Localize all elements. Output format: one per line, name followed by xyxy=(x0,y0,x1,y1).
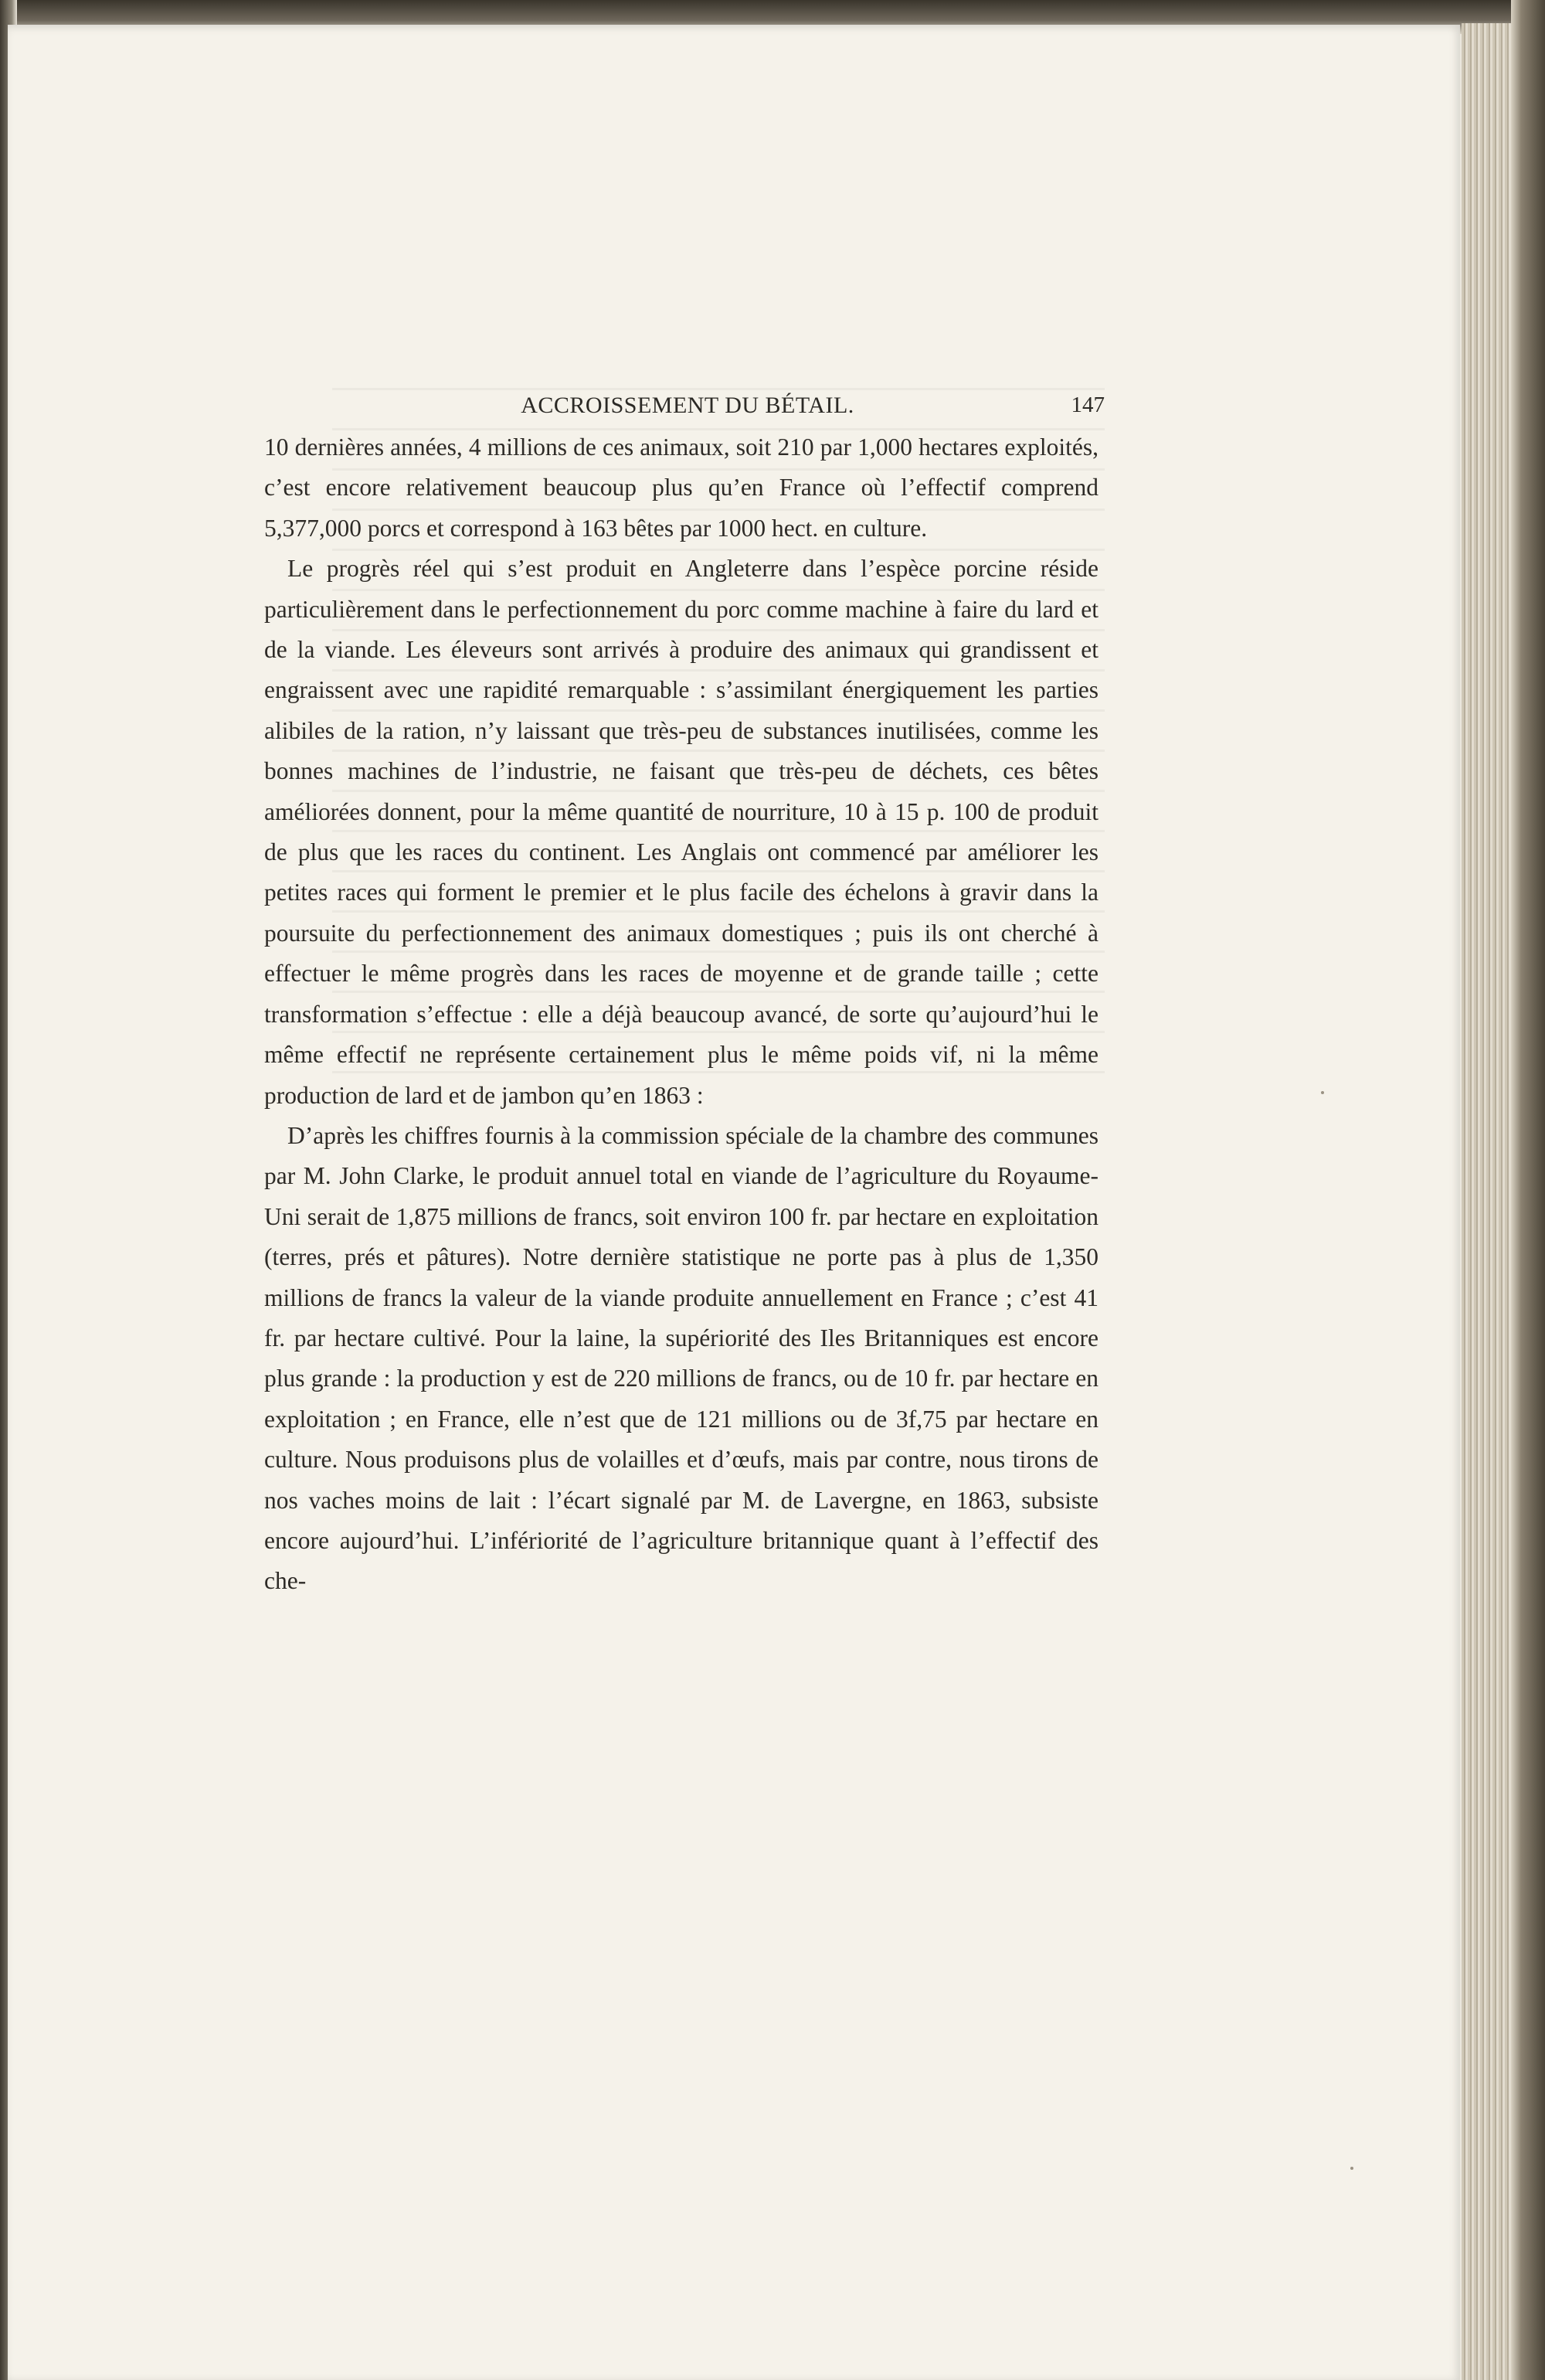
paper-speck xyxy=(1321,1091,1324,1094)
running-head xyxy=(263,393,1112,427)
running-title: ACCROISSEMENT DU BÉTAIL. xyxy=(521,393,854,418)
page-stack-edge xyxy=(1462,23,1511,2380)
body-text xyxy=(264,427,1098,1602)
paragraph-2: Le progrès réel qui s’est produit en Angleterre dans l’espèce porcine réside particulièrement dans le perfectionnement du porc comme machine à faire du lard et de la viande. Les éleveurs sont arrivés à produire des animaux qui grandissent et engraissent avec une rapidité remarquable : s’assimilant énergiquement les parties alibiles de la ration, n’y laissant que très-peu de substances inutilisées, comme les bonnes machines de l’industrie, ne faisant que très-peu de déchets, ces bêtes améliorées donnent, pour la même quantité de nourriture, 10 à 15 p. 100 de produit de plus que les races du continent. Les Anglais ont commencé par améliorer les petites races qui forment le premier et le plus facile des échelons à gravir dans la poursuite du perfectionnement des animaux domestiques ; puis ils ont cherché à effectuer le même progrès dans les races de moyenne et de grande taille ; cette transformation s’effectue : elle a déjà beaucoup avancé, de sorte qu’aujourd’hui le même effectif ne représente certainement plus le même poids vif, ni la même production de lard et de jambon qu’en 1863 : xyxy=(264,555,1098,1109)
paragraph-1: 10 dernières années, 4 millions de ces animaux, soit 210 par 1,000 hectares exploités, c’est encore relativement beaucoup plus qu’en France où l’effectif comprend 5,377,000 porcs et correspond à 163 bêtes par 1000 hect. en culture. xyxy=(264,434,1098,542)
scan-border-right xyxy=(1511,0,1545,2380)
paragraph-3: D’après les chiffres fournis à la commission spéciale de la chambre des communes par M. John Clarke, le produit annuel total en viande de l’agriculture du Royaume-Uni serait de 1,875 millions de francs, soit environ 100 fr. par hectare en exploitation (terres, prés et pâtures). Notre dernière statistique ne porte pas à plus de 1,350 millions de francs la valeur de la viande produite annuellement en France ; c’est 41 fr. par hectare cultivé. Pour la laine, la supériorité des Iles Britanniques est encore plus grande : la production y est de 220 millions de francs, ou de 10 fr. par hectare en exploitation ; en France, elle n’est que de 121 millions ou de 3f,75 par hectare en culture. Nous produisons plus de volailles et d’œufs, mais par contre, nous tirons de nos vaches moins de lait : l’écart signalé par M. de Lavergne, en 1863, subsiste encore aujourd’hui. L’infériorité de l’agriculture britannique quant à l’effectif des che- xyxy=(264,1121,1098,1595)
page-number: 147 xyxy=(1071,393,1105,417)
paper-speck xyxy=(1350,2167,1353,2170)
